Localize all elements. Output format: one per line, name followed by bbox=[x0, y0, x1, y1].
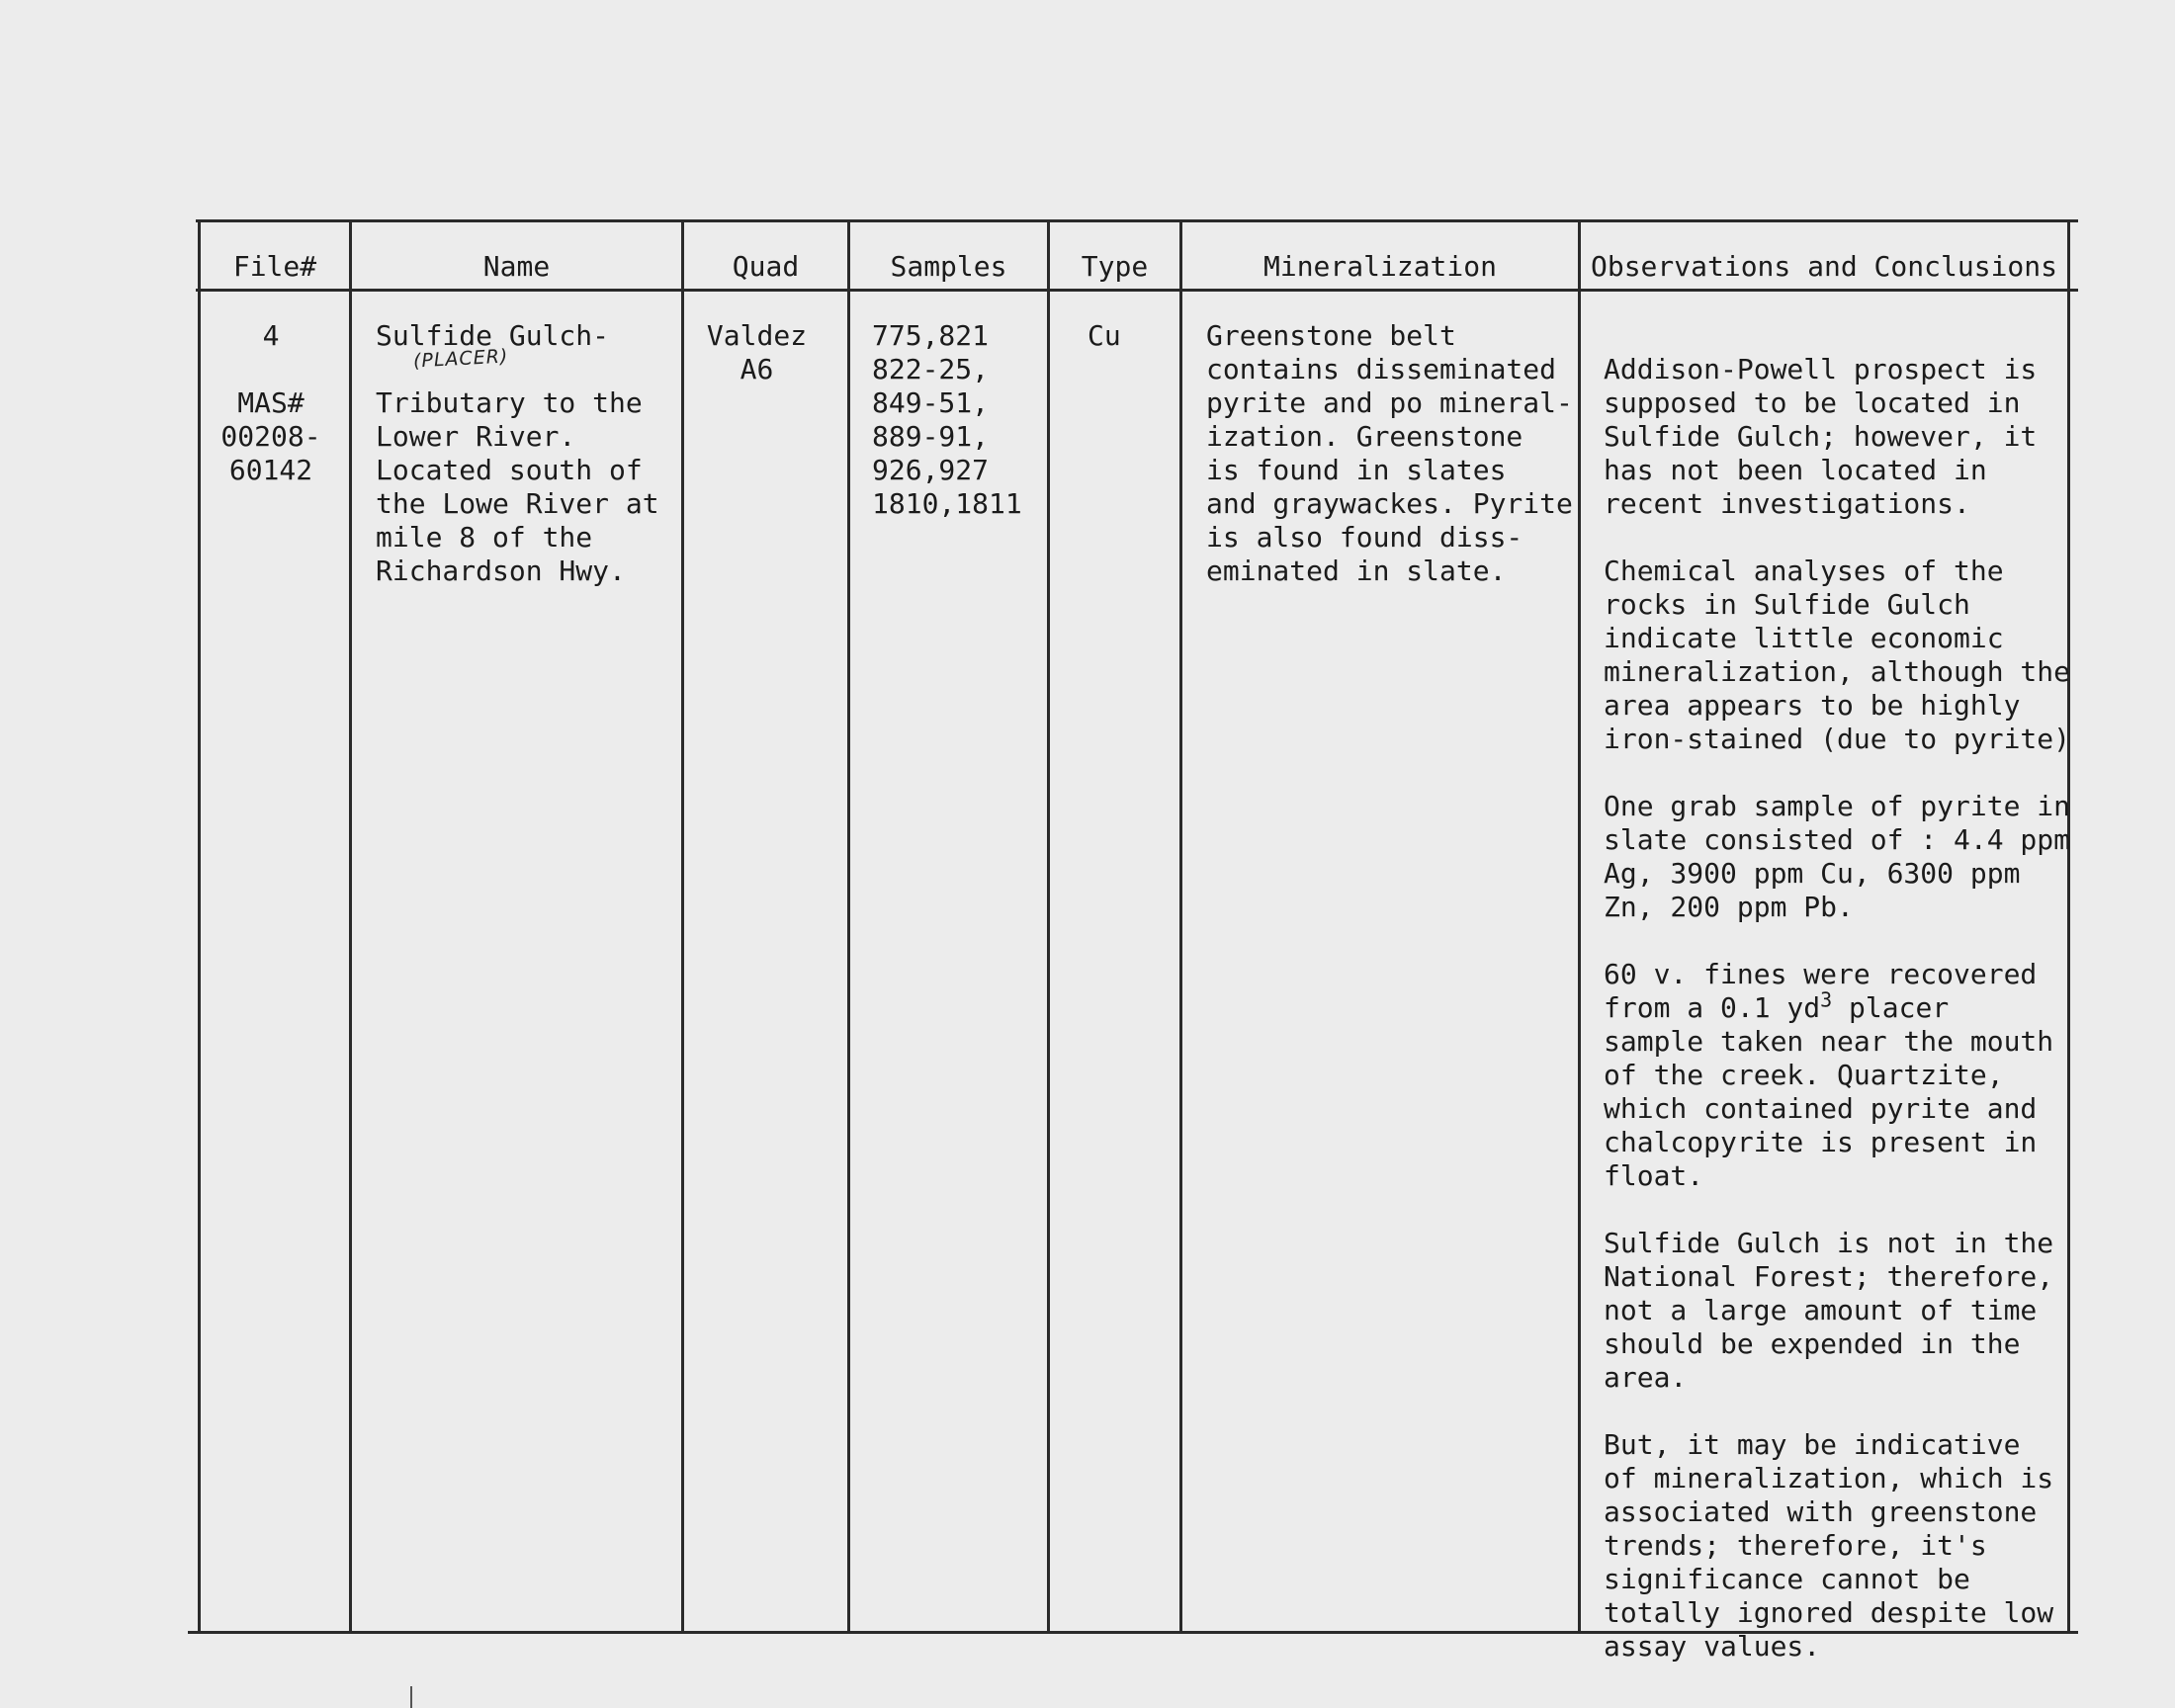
name-title: Sulfide Gulch- bbox=[376, 319, 610, 352]
name-line: Lower River. bbox=[376, 420, 576, 453]
observation-line: totally ignored despite low bbox=[1604, 1596, 2054, 1629]
observation-line: Sulfide Gulch is not in the bbox=[1604, 1227, 2054, 1259]
observation-line: area appears to be highly bbox=[1604, 689, 2021, 722]
observation-text: placer bbox=[1832, 991, 1950, 1024]
observation-line: slate consisted of : 4.4 ppm bbox=[1604, 823, 2071, 856]
observation-line: 60 v. fines were recovered bbox=[1604, 958, 2038, 990]
mineralization-cell bbox=[1206, 319, 1573, 588]
observation-line: Zn, 200 ppm Pb. bbox=[1604, 891, 1854, 923]
observation-line: has not been located in bbox=[1604, 454, 1987, 486]
quad-name: Valdez bbox=[706, 319, 808, 352]
observation-line: chalcopyrite is present in bbox=[1604, 1126, 2038, 1158]
mineralization-line: contains disseminated bbox=[1206, 353, 1557, 385]
observation-line: indicate little economic bbox=[1604, 622, 2004, 654]
name-line: Located south of bbox=[376, 454, 643, 486]
table-top-rule bbox=[196, 219, 2078, 222]
name-line: mile 8 of the bbox=[376, 521, 593, 554]
column-rule bbox=[1179, 219, 1182, 1634]
sample-line: 1810,1811 bbox=[872, 487, 1022, 520]
observation-line: should be expended in the bbox=[1604, 1327, 2021, 1360]
observation-line: Ag, 3900 ppm Cu, 6300 ppm bbox=[1604, 857, 2021, 890]
observations-cell bbox=[1604, 319, 2070, 1697]
observation-line: significance cannot be bbox=[1604, 1563, 1970, 1595]
mineralization-line: is found in slates bbox=[1206, 454, 1507, 486]
sample-line: 822-25, bbox=[872, 353, 990, 385]
mineralization-line: Greenstone belt bbox=[1206, 319, 1456, 352]
header-mineralization: Mineralization bbox=[1262, 250, 1497, 283]
mineralization-line: and graywackes. Pyrite bbox=[1206, 487, 1573, 520]
quad-cell bbox=[684, 319, 829, 386]
observation-line: sample taken near the mouth bbox=[1604, 1025, 2054, 1058]
observation-line: of mineralization, which is bbox=[1604, 1462, 2054, 1494]
sample-line: 889-91, bbox=[872, 420, 990, 453]
header-name: Name bbox=[482, 250, 551, 283]
mineralization-line: is also found diss- bbox=[1206, 521, 1523, 554]
observation-line: recent investigations. bbox=[1604, 487, 1970, 520]
name-line: Tributary to the bbox=[376, 386, 643, 419]
sample-line: 849-51, bbox=[872, 386, 990, 419]
observation-line: of the creek. Quartzite, bbox=[1604, 1059, 2004, 1091]
name-cell bbox=[376, 386, 659, 588]
observation-line: rocks in Sulfide Gulch bbox=[1604, 588, 1970, 621]
observation-line: assay values. bbox=[1604, 1630, 1821, 1663]
observation-line: not a large amount of time bbox=[1604, 1294, 2038, 1326]
observation-line: Addison-Powell prospect is bbox=[1604, 353, 2038, 385]
header-type: Type bbox=[1081, 250, 1149, 283]
sample-line: 775,821 bbox=[872, 319, 990, 352]
header-samples: Samples bbox=[890, 250, 1007, 283]
observation-text: from a 0.1 yd bbox=[1604, 991, 1821, 1024]
sample-line: 926,927 bbox=[872, 454, 990, 486]
header-observations: Observations and Conclusions bbox=[1590, 250, 2057, 283]
observation-line: supposed to be located in bbox=[1604, 386, 2021, 419]
observation-line: One grab sample of pyrite in bbox=[1604, 790, 2071, 822]
mineralization-line: pyrite and po mineral- bbox=[1206, 386, 1573, 419]
header-bottom-rule bbox=[196, 289, 2078, 292]
mas-number-part2: 60142 bbox=[228, 454, 313, 486]
superscript-cubed: 3 bbox=[1820, 987, 1833, 1012]
file-number: 4 bbox=[262, 319, 280, 352]
mineralization-line: eminated in slate. bbox=[1206, 555, 1507, 587]
column-rule bbox=[1047, 219, 1050, 1634]
observation-line: associated with greenstone bbox=[1604, 1495, 2038, 1528]
observation-line: iron-stained (due to pyrite) bbox=[1604, 723, 2071, 755]
observation-line: Chemical analyses of the bbox=[1604, 555, 2004, 587]
column-rule bbox=[681, 219, 684, 1634]
margin-mark bbox=[410, 1686, 412, 1708]
column-rule bbox=[349, 219, 352, 1634]
file-spacer bbox=[201, 353, 341, 386]
observation-line: Sulfide Gulch; however, it bbox=[1604, 420, 2038, 453]
mas-label: MAS# bbox=[237, 386, 304, 419]
file-cell bbox=[201, 319, 341, 487]
samples-cell bbox=[872, 319, 1022, 521]
observation-line: trends; therefore, it's bbox=[1604, 1529, 1987, 1562]
column-rule bbox=[1578, 219, 1581, 1634]
observation-line: But, it may be indicative bbox=[1604, 1428, 2021, 1461]
quad-code: A6 bbox=[740, 353, 774, 385]
mineralization-line: ization. Greenstone bbox=[1206, 420, 1523, 453]
observation-line bbox=[1604, 987, 2070, 1025]
column-rule bbox=[847, 219, 850, 1634]
mas-number-part1: 00208- bbox=[220, 420, 321, 453]
name-line: the Lowe River at bbox=[376, 487, 659, 520]
type-cell: Cu bbox=[1088, 319, 1121, 352]
header-file: File# bbox=[232, 250, 317, 283]
observation-line: mineralization, although the bbox=[1604, 655, 2071, 688]
observation-line: National Forest; therefore, bbox=[1604, 1260, 2054, 1293]
observation-line: area. bbox=[1604, 1361, 1688, 1394]
header-quad: Quad bbox=[732, 250, 800, 283]
observation-line: float. bbox=[1604, 1159, 1704, 1192]
handwritten-placer-note: (PLACER) bbox=[412, 345, 509, 373]
observation-line: which contained pyrite and bbox=[1604, 1092, 2038, 1125]
name-line: Richardson Hwy. bbox=[376, 555, 626, 587]
